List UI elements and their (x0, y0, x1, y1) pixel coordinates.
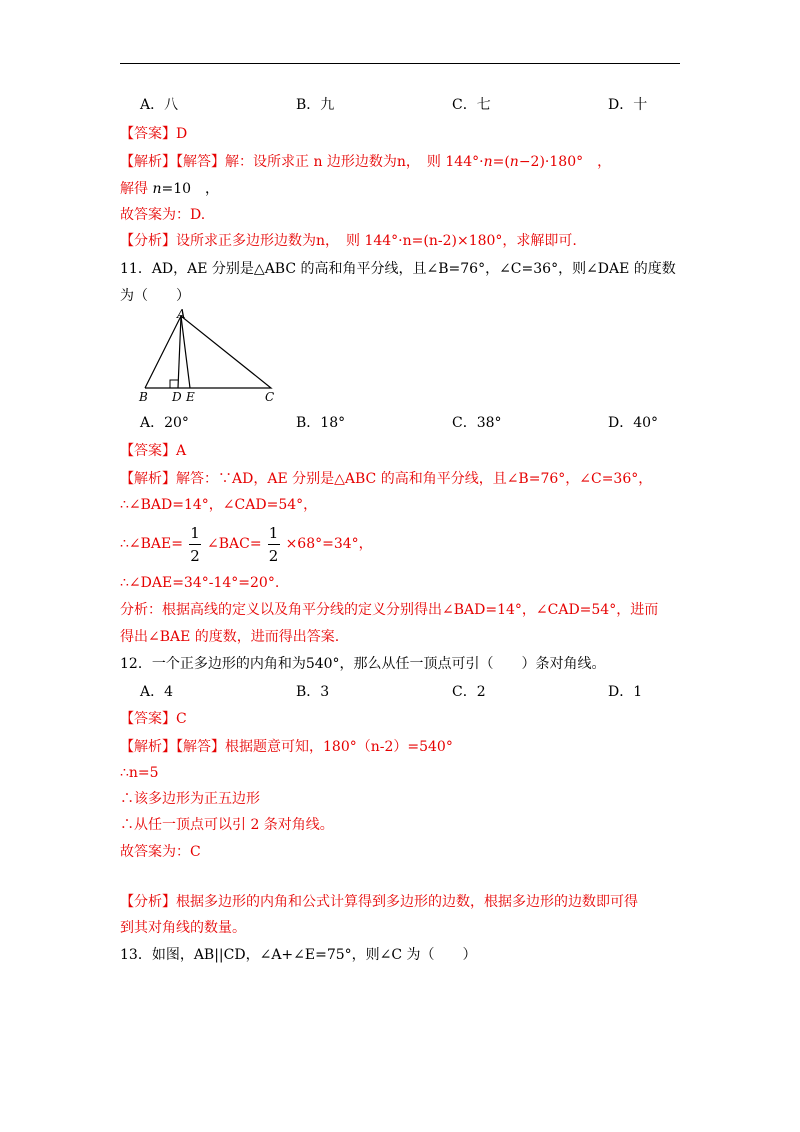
label-a: A (177, 307, 186, 321)
q10-option-c: C．七 (452, 97, 491, 113)
q12-step-1: ∴n=5 (120, 765, 159, 781)
q12-answer: 【答案】C (120, 711, 187, 727)
q10-answer: 【答案】D (120, 126, 188, 142)
q10-option-d: D．十 (608, 97, 648, 113)
q11-jiexi: 【解析】解答：∵AD，AE 分别是△ABC 的高和角平分线，且∠B=76°，∠C=36°， (120, 471, 653, 487)
fraction-half-2: $\frac{1}{2}$ (268, 523, 279, 565)
q12-step-2: ∴该多边形为正五边形 (120, 791, 260, 807)
q10-fenxi: 【分析】设所求正多边形边数为n， 则 144°·n=(n-2)×180°，求解即可. (120, 233, 577, 249)
q11-fenxi-1: 分析：根据高线的定义以及角平分线的定义分别得出∠BAD=14°，∠CAD=54°，进而 (120, 602, 659, 618)
right-angle-mark (170, 380, 178, 388)
q11-options (140, 414, 680, 432)
q10-option-a: A．八 (140, 97, 179, 113)
q11-step-1: ∴∠BAD=14°，∠CAD=54°， (120, 497, 318, 513)
fraction-half-1: $\frac{1}{2}$ (190, 523, 200, 565)
q12-conclusion: 故答案为：C (120, 844, 201, 860)
q12-jiexi: 【解析】【解答】根据题意可知，180°（n-2）=540° (120, 739, 453, 755)
q12-stem: 12．一个正多边形的内角和为540°，那么从任一顶点可引（ ）条对角线。 (120, 656, 606, 672)
q11-step-2: ∴∠BAE= $\frac{1}{2}$ ∠BAC= $\frac{1}{2}$ ×68°=34°， (120, 523, 373, 565)
q12-fenxi-2: 到其对角线的数量。 (120, 920, 246, 936)
q11-option-a: A．20° (140, 415, 189, 431)
q13-stem: 13．如图，AB||CD，∠A+∠E=75°，则∠C 为（ ） (120, 947, 477, 963)
triangle-abc (145, 316, 271, 388)
label-c: C (265, 390, 275, 404)
q10-analysis-1: 【解析】【解答】解：设所求正 n 边形边数为n， 则 144°·n=(n−2)·180° ， (120, 154, 612, 170)
q10-conclusion: 故答案为：D. (120, 207, 206, 223)
q11-option-b: B．18° (296, 415, 346, 431)
q11-option-c: C．38° (452, 415, 502, 431)
header-rule (120, 63, 680, 64)
q11-triangle-figure (135, 306, 285, 406)
q12-option-b: B．3 (296, 684, 330, 700)
q12-option-d: D．1 (608, 684, 643, 700)
q11-option-d: D．40° (608, 415, 659, 431)
q11-stem-2: 为（ ） (120, 288, 190, 304)
q10-option-b: B．九 (296, 97, 335, 113)
bisector-ae (181, 316, 190, 388)
q12-fenxi-1: 【分析】根据多边形的内角和公式计算得到多边形的边数，根据多边形的边数即可得 (120, 894, 638, 910)
q12-option-c: C．2 (452, 684, 486, 700)
q12-step-3: ∴从任一顶点可以引 2 条对角线。 (120, 817, 334, 833)
q12-options (140, 683, 680, 701)
altitude-ad (178, 316, 181, 388)
q10-analysis-2: 解得 n=10 ， (120, 181, 220, 197)
label-d: D (172, 390, 182, 404)
label-b: B (139, 390, 148, 404)
q10-options (140, 96, 680, 114)
q11-stem-1: 11．AD，AE 分别是△ABC 的高和角平分线，且∠B=76°，∠C=36°，则∠DAE 的度数 (120, 261, 676, 277)
q11-step-3: ∴∠DAE=34°-14°=20°. (120, 575, 280, 591)
label-e: E (186, 390, 195, 404)
q12-option-a: A．4 (140, 684, 174, 700)
q11-fenxi-2: 得出∠BAE 的度数，进而得出答案. (120, 629, 340, 645)
q11-answer: 【答案】A (120, 443, 187, 459)
